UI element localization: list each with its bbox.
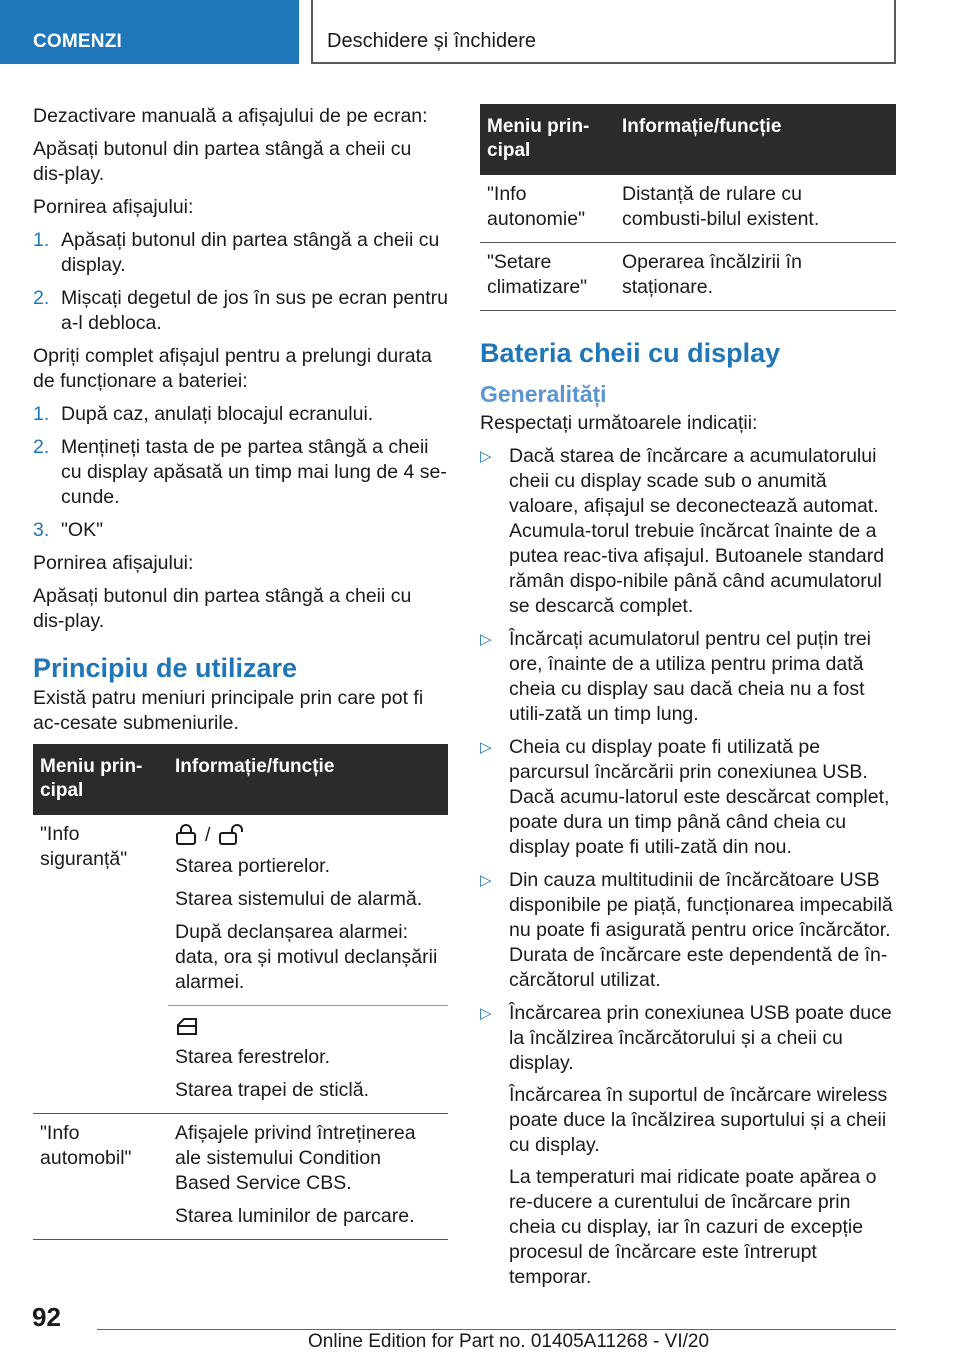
list-item [33,435,448,510]
triangle-bullet-icon: ▷ [480,739,492,756]
window-icons [175,1013,441,1039]
note-subtext: Încărcarea în suportul de încărcare wireless poate duce la încălzirea suportului și a cheii cu display. [509,1084,888,1156]
paragraph: Există patru meniuri principale prin care pot fi ac-cesate submeniurile. [33,687,424,734]
subsection-heading: Generalități [480,381,607,407]
column-header: Informație/funcție [168,744,448,815]
info-cell: Operarea încălzirii în staționare. [615,243,896,311]
info-text: După declanșarea alarmei: data, ora și motivul declanșării alarmei. [175,921,438,993]
list-item [480,868,896,993]
menu-label: "Info siguranță" [40,823,128,870]
table-row [480,243,896,311]
paragraph: Dezactivare manuală a afișajului de pe ecran: [33,105,428,127]
step-text: Apăsați butonul din partea stângă a cheii cu display. [61,229,440,276]
steps-list [33,228,448,336]
info-cell [168,815,448,1006]
paragraph: Apăsați butonul din partea stângă a cheii cu dis-play. [33,585,412,632]
page-number: 92 [32,1302,61,1332]
note-text: Din cauza multitudinii de încărcătoare USB disponibile pe piață, funcționarea impecabilă nu poate fi asigurată pentru orice încărcător. Durata de încărcare este dependentă de în-cărcătorul utilizat. [509,869,893,991]
paragraph: Respectați următoarele indicații: [480,412,758,434]
info-text: Starea luminilor de parcare. [175,1205,415,1227]
list-item [480,444,896,619]
menu-table [480,104,896,311]
step-text: Mențineți tasta de pe partea stângă a cheii cu display apăsată un timp mai lung de 4 se-cunde. [61,436,447,508]
left-column [33,104,448,1240]
menu-cell: "Info autonomie" [480,175,615,243]
list-item [33,402,448,427]
table-row [33,1114,448,1240]
list-item [33,286,448,336]
column-header: Meniu prin-cipal [33,744,168,815]
note-text: Încărcarea prin conexiunea USB poate duce la încălzirea încărcătorului și a cheii cu display. [509,1002,892,1074]
column-header: Meniu prin-cipal [480,104,615,175]
menu-cell [33,1114,168,1240]
menu-cell [33,815,168,1114]
table-row [33,815,448,1006]
info-text: Afișajele privind întreținerea ale sistemului Condition Based Service CBS. [175,1122,416,1194]
column-header: Informație/funcție [615,104,896,175]
step-text: "OK" [61,519,104,541]
window-icon [175,1016,199,1036]
chapter-title: Deschidere și închidere [327,30,536,52]
step-number: 1. [33,229,50,251]
menu-label: "Info automobil" [40,1122,132,1169]
list-item [33,228,448,278]
info-cell: Distanță de rulare cu combusti-bilul existent. [615,175,896,243]
steps-list [33,402,448,543]
info-text: Starea portierelor. [175,855,331,877]
note-text: Cheia cu display poate fi utilizată pe parcursul încărcării prin conexiunea USB. Dacă acumu-latorul este descărcat complet, poate dura un timp până când cheia cu display poate fi utili-zată din nou. [509,736,890,858]
step-number: 3. [33,519,50,541]
triangle-bullet-icon: ▷ [480,1005,492,1022]
list-item [480,1001,896,1290]
table-row [480,175,896,243]
step-number: 2. [33,436,50,458]
paragraph: Pornirea afișajului: [33,552,194,574]
info-cell [168,1114,448,1240]
paragraph: Pornirea afișajului: [33,196,194,218]
note-text: Dacă starea de încărcare a acumulatorului cheii cu display scade sub o anumită valoare, afișajul se deconectează automat. Acumula-torul trebuie încărcat înainte de a putea reac-tiva afișajul. Butoanele standard rămân dispo-nibile până când acumulatorul se descarcă complet. [509,445,885,617]
triangle-bullet-icon: ▷ [480,448,492,465]
table-header-row [33,744,448,815]
menu-cell: "Setare climatizare" [480,243,615,311]
info-text: Starea sistemului de alarmă. [175,888,423,910]
step-text: După caz, anulați blocajul ecranului. [61,403,374,425]
triangle-bullet-icon: ▷ [480,631,492,648]
lock-icons [175,822,441,848]
footer-divider [97,1329,896,1330]
section-tab [0,0,299,64]
paragraph: Opriți complet afișajul pentru a prelungi durata de funcționare a bateriei: [33,345,432,392]
paragraph: Apăsați butonul din partea stângă a cheii cu dis-play. [33,138,412,185]
triangle-bullet-icon: ▷ [480,872,492,889]
edition-text: Online Edition for Part no. 01405A11268 - VI/20 [308,1331,710,1352]
list-item [480,627,896,727]
section-title: COMENZI [33,31,123,52]
step-text: Mișcați degetul de jos în sus pe ecran pentru a-l debloca. [61,287,448,334]
lock-closed-icon [175,824,197,846]
lock-open-icon [218,824,244,846]
table-header-row [480,104,896,175]
info-text: Starea trapei de sticlă. [175,1079,370,1101]
section-heading: Bateria cheii cu display [480,338,781,368]
right-column [480,104,896,1298]
separator: / [205,823,211,846]
info-cell [168,1006,448,1114]
section-heading: Principiu de utilizare [33,653,298,683]
chapter-tab [311,0,896,64]
menu-table [33,744,448,1240]
note-text: Încărcați acumulatorul pentru cel puțin trei ore, înainte de a utiliza pentru prima dată cheia cu display sau dacă cheia nu a fost utili-zată un timp lung. [509,628,872,725]
step-number: 1. [33,403,50,425]
note-subtext: La temperaturi mai ridicate poate apărea o re-ducere a curentului de încărcare prin cheia cu display, iar în cazuri de excepție procesul de încărcare este întrerupt temporar. [509,1166,877,1288]
list-item [480,735,896,860]
notes-list [480,444,896,1290]
info-text: Starea ferestrelor. [175,1046,330,1068]
list-item [33,518,448,543]
step-number: 2. [33,287,50,309]
